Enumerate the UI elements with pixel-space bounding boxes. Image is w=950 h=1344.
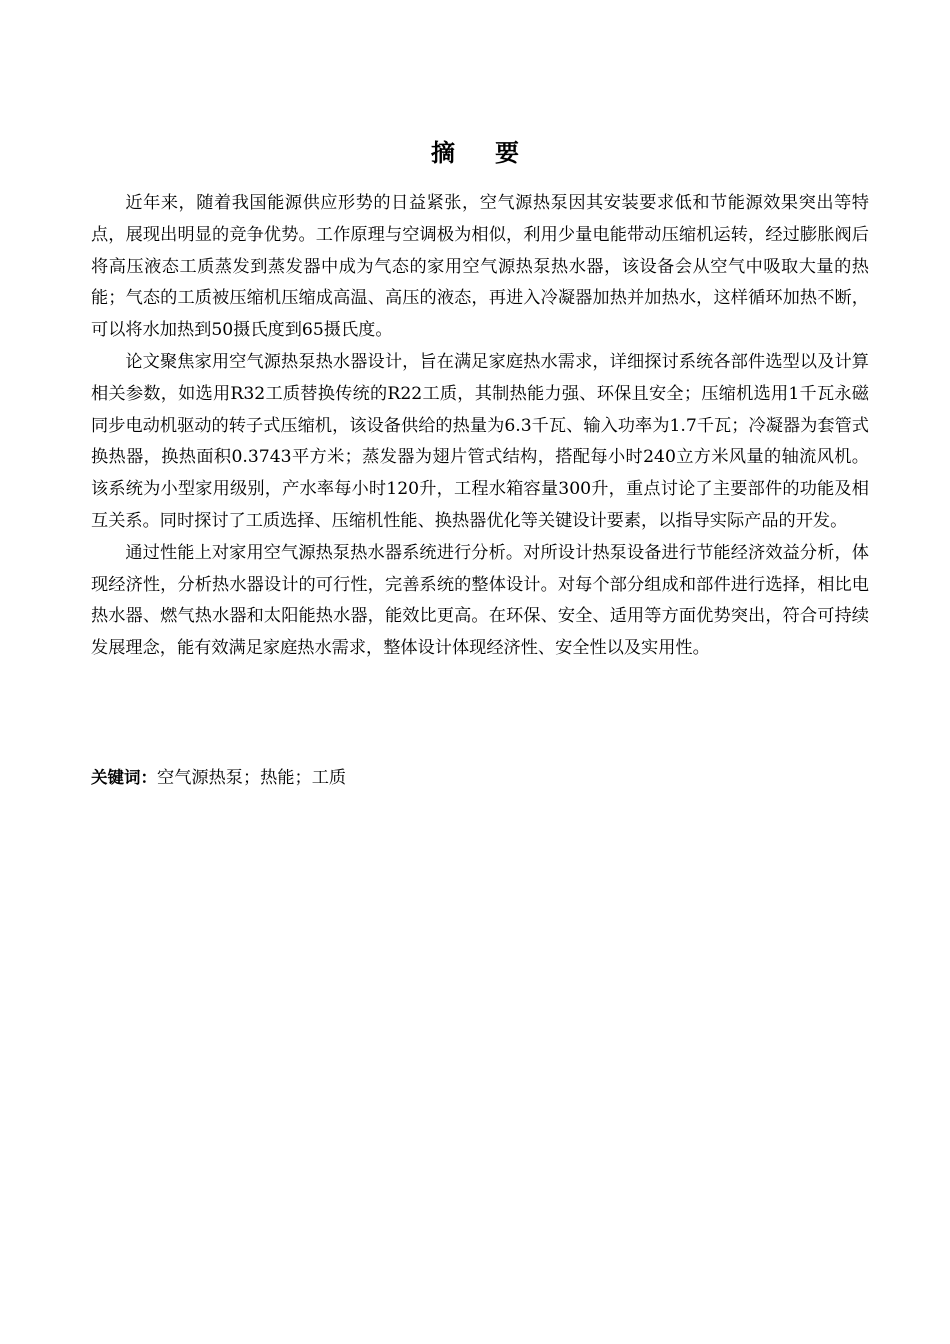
keywords-value: 空气源热泵；热能；工质 [157, 768, 347, 788]
abstract-title [0, 133, 950, 168]
abstract-body [91, 188, 869, 665]
abstract-title-right: 要 [495, 139, 519, 167]
abstract-paragraph-3: 通过性能上对家用空气源热泵热水器系统进行分析。对所设计热泵设备进行节能经济效益分析，体现经济性，分析热水器设计的可行性，完善系统的整体设计。对每个部分组成和部件进行选择，相比电热水器、燃气热水器和太阳能热水器，能效比更高。在环保、安全、适用等方面优势突出，符合可持续发展理念，能有效满足家庭热水需求，整体设计体现经济性、安全性以及实用性。 [91, 542, 869, 659]
keywords-label: 关键词： [91, 768, 157, 787]
abstract-title-left: 摘 [431, 139, 455, 167]
abstract-paragraph-1: 近年来，随着我国能源供应形势的日益紧张，空气源热泵因其安装要求低和节能源效果突出等特点，展现出明显的竞争优势。工作原理与空调极为相似，利用少量电能带动压缩机运转，经过膨胀阀后将高压液态工质蒸发到蒸发器中成为气态的家用空气源热泵热水器，该设备会从空气中吸取大量的热能；气态的工质被压缩机压缩成高温、高压的液态，再进入冷凝器加热并加热水，这样循环加热不断，可以将水加热到50摄氏度到65摄氏度。 [91, 193, 869, 341]
abstract-paragraph-2: 论文聚焦家用空气源热泵热水器设计，旨在满足家庭热水需求，详细探讨系统各部件选型以及计算相关参数，如选用R32工质替换传统的R22工质，其制热能力强、环保且安全；压缩机选用1千瓦永磁同步电动机驱动的转子式压缩机，该设备供给的热量为6.3千瓦、输入功率为1.7千瓦；冷凝器为套管式换热器，换热面积0.3743平方米；蒸发器为翅片管式结构，搭配每小时240立方米风量的轴流风机。该系统为小型家用级别，产水率每小时120升，工程水箱容量300升，重点讨论了主要部件的功能及相互关系。同时探讨了工质选择、压缩机性能、换热器优化等关键设计要素，以指导实际产品的开发。 [91, 351, 869, 531]
keywords-line [91, 762, 869, 794]
